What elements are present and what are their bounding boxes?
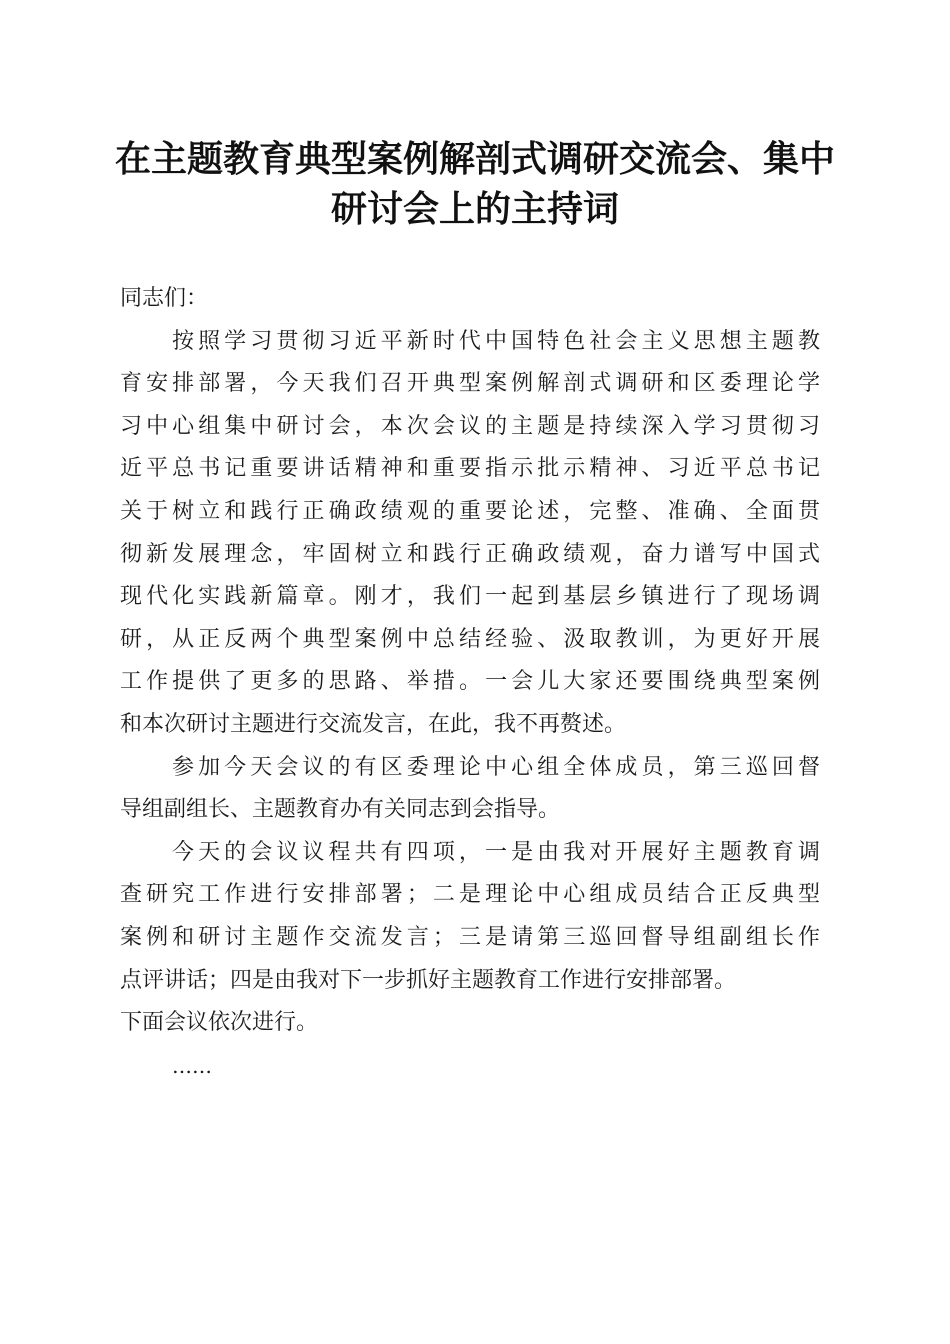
paragraph-line: 研，从正反两个典型案例中总结经验、汲取教训，为更好开展 [120, 626, 820, 652]
document-body [120, 278, 820, 1087]
paragraph-line: 点评讲话；四是由我对下一步抓好主题教育工作进行安排部署。 [120, 967, 737, 993]
paragraph-line: 参加今天会议的有区委理论中心组全体成员，第三巡回督 [172, 754, 820, 780]
paragraph-line: 彻新发展理念，牢固树立和践行正确政绩观，奋力谱写中国式 [120, 541, 820, 567]
paragraph-line: 工作提供了更多的思路、举措。一会儿大家还要围绕典型案例 [120, 669, 820, 695]
salutation: 同志们： [120, 286, 209, 311]
paragraph-line: 育安排部署，今天我们召开典型案例解剖式调研和区委理论学 [120, 371, 820, 397]
paragraph-line: 关于树立和践行正确政绩观的重要论述，完整、准确、全面贯 [120, 498, 820, 524]
title-line-2: 研讨会上的主持词 [330, 188, 619, 230]
paragraph-line: 按照学习贯彻习近平新时代中国特色社会主义思想主题教 [172, 328, 820, 354]
paragraph-line: 案例和研讨主题作交流发言；三是请第三巡回督导组副组长作 [120, 924, 820, 950]
paragraph-line: 今天的会议议程共有四项，一是由我对开展好主题教育调 [172, 839, 820, 865]
title-line-1: 在主题教育典型案例解剖式调研交流会、集中 [114, 138, 835, 180]
paragraph-line: 习中心组集中研讨会，本次会议的主题是持续深入学习贯彻习 [120, 413, 820, 439]
paragraph-2 [120, 747, 820, 832]
ellipsis: …… [172, 1053, 212, 1078]
paragraph-3 [120, 832, 820, 1045]
paragraph-1 [120, 321, 820, 747]
paragraph-line: 下面会议依次进行。 [120, 1010, 319, 1036]
paragraph-line: 现代化实践新篇章。刚才，我们一起到基层乡镇进行了现场调 [120, 584, 820, 610]
paragraph-line: 查研究工作进行安排部署；二是理论中心组成员结合正反典型 [120, 882, 820, 908]
document-title [100, 134, 850, 234]
paragraph-line: 导组副组长、主题教育办有关同志到会指导。 [120, 797, 561, 823]
paragraph-line: 和本次研讨主题进行交流发言，在此，我不再赘述。 [120, 711, 627, 737]
paragraph-line: 近平总书记重要讲话精神和重要指示批示精神、习近平总书记 [120, 456, 820, 482]
